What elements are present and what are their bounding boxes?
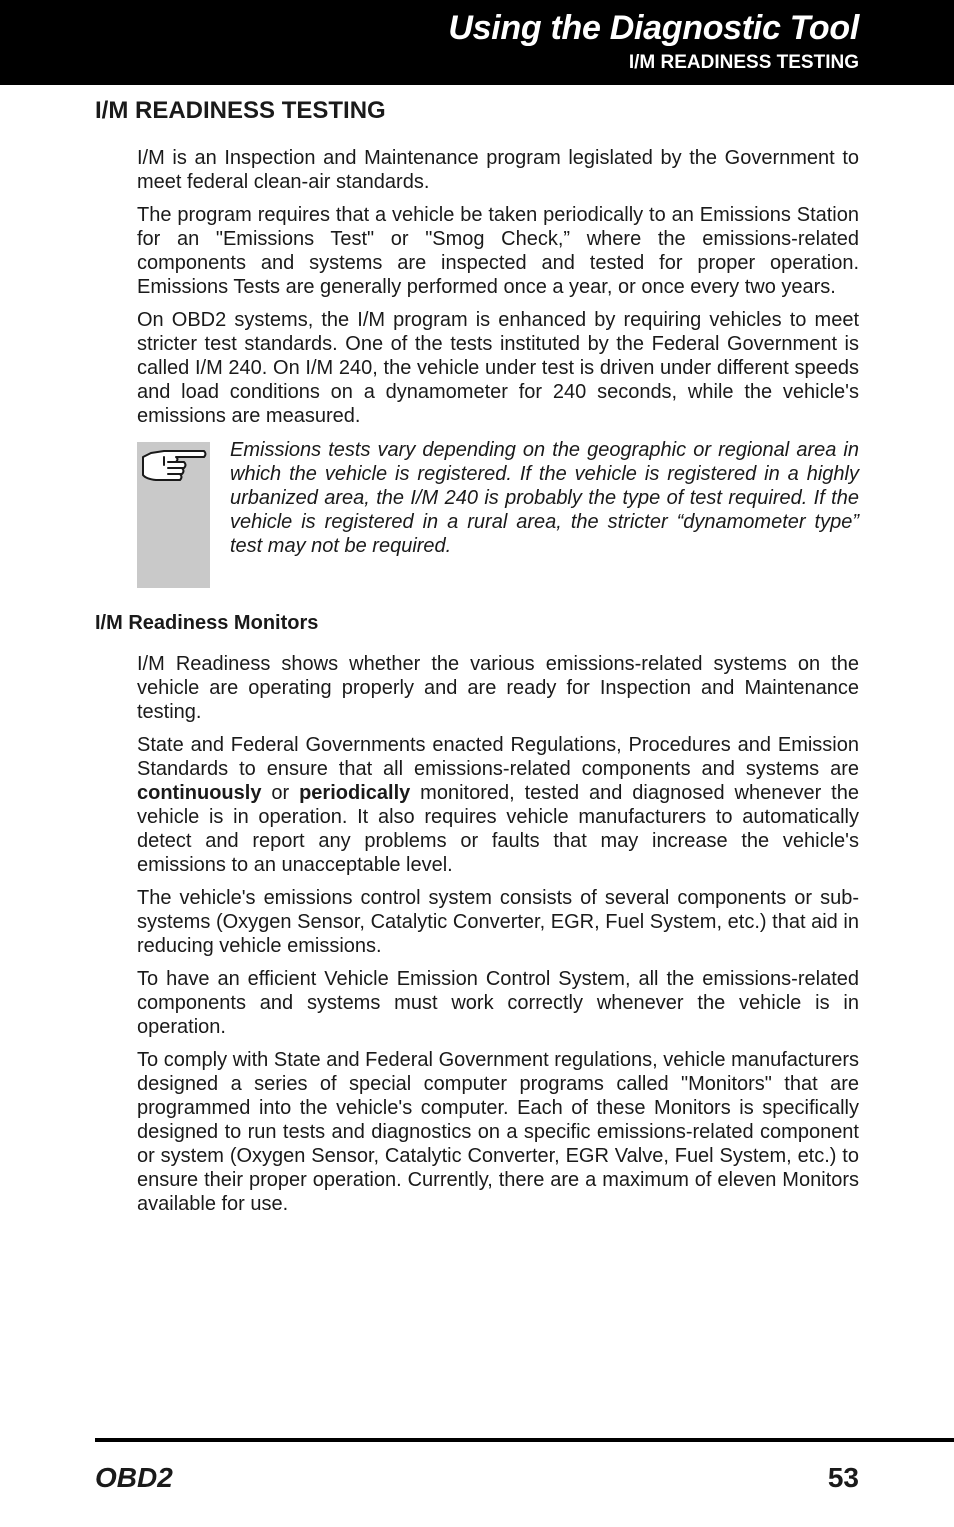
subsection-body [137, 652, 859, 1216]
paragraph-efficient-system: To have an efficient Vehicle Emission Control System, all the emissions-related components and systems must work correctly whenever the vehicle is in operation. [137, 968, 859, 1038]
footer-product-label: OBD2 [95, 1462, 173, 1493]
section-body [137, 146, 859, 588]
bold-continuously: continuously [137, 782, 262, 804]
paragraph-readiness-intro: I/M Readiness shows whether the various emissions-related systems on the vehicle are operating properly and are ready for Inspection and Maintenance testing. [137, 653, 859, 723]
note-text: Emissions tests vary depending on the geographic or regional area in which the vehicle is registered. If the vehicle is registered in a highly urbanized area, the I/M 240 is probably the type of test required. If the vehicle is registered in a rural area, the stricter “dynamometer type” test may not be required. [230, 439, 859, 557]
paragraph-obd2-im240: On OBD2 systems, the I/M program is enhanced by requiring vehicles to meet stricter test standards. One of the tests instituted by the Federal Government is called I/M 240. On I/M 240, the vehicle under test is driven under different speeds and load conditions on a dynamometer for 240 seconds, while the vehicle's emissions are measured. [137, 309, 859, 427]
footer-rule [95, 1438, 954, 1442]
header-subtitle: I/M READINESS TESTING [628, 52, 859, 73]
page-number: 53 [827, 1462, 859, 1493]
paragraph-monitors: To comply with State and Federal Government regulations, vehicle manufacturers designed a series of special computer programs called "Monitors" that are programmed into the vehicle's computer. Each of these Monitors is specifically designed to run tests and diagnostics on a specific emissions-related component or system (Oxygen Sensor, Catalytic Converter, EGR Valve, Fuel System, etc.) to ensure their proper operation. Currently, there are a maximum of eleven Monitors available for use. [137, 1049, 859, 1215]
header-title: Using the Diagnostic Tool [448, 9, 859, 47]
regulations-text-or: or [261, 782, 300, 804]
bold-periodically: periodically [299, 782, 411, 804]
section-title: I/M READINESS TESTING [95, 97, 386, 124]
regulations-text-end: monitored, tested and diagnosed whenever the vehicle is in operation. It also requires vehicle manufacturers to automatically detect and report any problems or faults that may increase the vehicle's emissions to an unacceptable level. [137, 782, 859, 876]
paragraph-regulations [137, 733, 859, 877]
note-block [137, 438, 859, 588]
paragraph-control-system: The vehicle's emissions control system consists of several components or sub-systems (Oxygen Sensor, Catalytic Converter, EGR, Fuel System, etc.) that aid in reducing vehicle emissions. [137, 887, 859, 957]
pointing-hand-icon [140, 445, 208, 483]
paragraph-im-definition: I/M is an Inspection and Maintenance program legislated by the Government to meet federal clean-air standards. [137, 147, 859, 193]
paragraph-program-requirements: The program requires that a vehicle be taken periodically to an Emissions Station for an "Emissions Test" or "Smog Check,” where the emissions-related components and systems are inspected and tested for proper operation. Emissions Tests are generally performed once a year, or once every two years. [137, 204, 859, 298]
subsection-title: I/M Readiness Monitors [95, 612, 319, 634]
note-icon-box [137, 442, 210, 588]
regulations-text-start: State and Federal Governments enacted Regulations, Procedures and Emission Standards to ensure that all emissions-related components and systems are [137, 734, 859, 780]
page-header [0, 0, 954, 85]
page-content [95, 96, 859, 1225]
